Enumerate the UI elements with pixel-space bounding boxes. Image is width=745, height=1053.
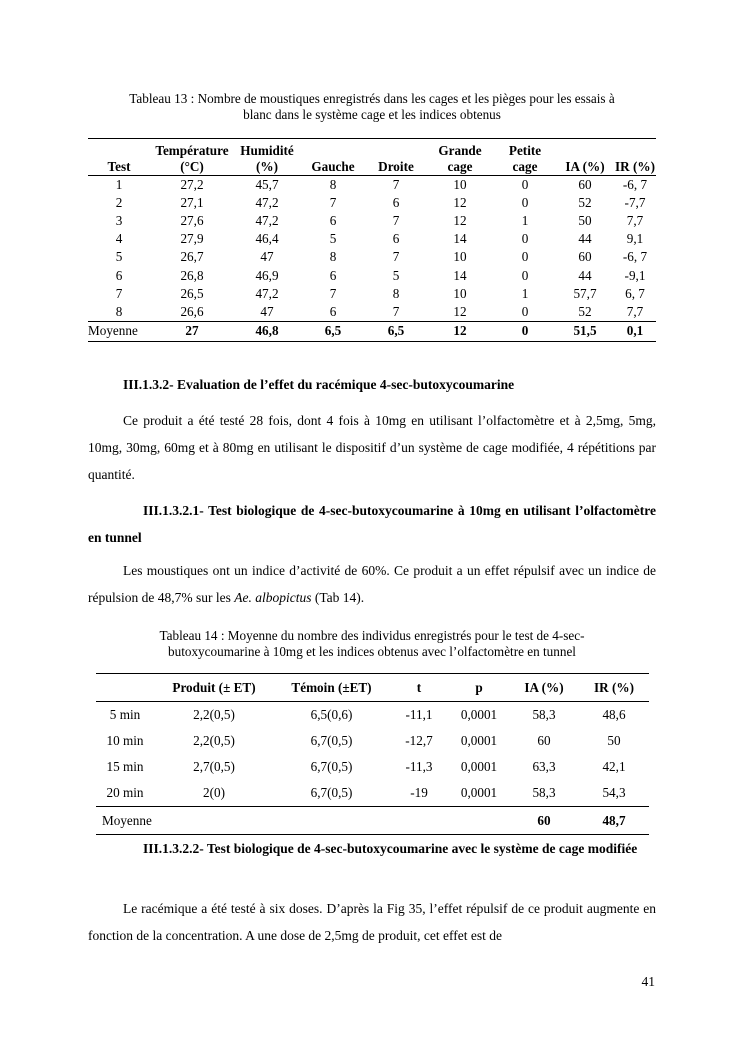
table13-caption	[88, 91, 656, 123]
table13-body	[88, 176, 656, 322]
table13-header-cell	[234, 139, 300, 176]
table-cell: 26,7	[180, 249, 204, 265]
table-cell: 26,5	[180, 285, 204, 301]
table13-footer-cell: Moyenne	[88, 321, 150, 341]
table-cell: 58,3	[532, 707, 556, 722]
table-cell: 0,0001	[460, 707, 498, 722]
table-cell: 8	[115, 303, 123, 319]
table-row	[88, 285, 656, 303]
table-cell: 0	[521, 231, 529, 247]
table-cell: 7,7	[626, 303, 644, 319]
table-cell: 26,8	[180, 267, 204, 283]
table-cell: -11,3	[405, 759, 433, 774]
table-cell: 7	[392, 213, 400, 229]
table13-header-cell	[614, 139, 656, 176]
table13-header-line2: cage	[447, 159, 473, 174]
table-cell: 2,2(0,5)	[193, 707, 235, 722]
table14-header-cell	[96, 674, 154, 702]
table13-footer-cell: 51,5	[556, 321, 614, 341]
table-cell: 47	[260, 249, 274, 265]
table13-header-line2: (°C)	[180, 159, 204, 174]
table14-caption-line1: Tableau 14 : Moyenne du nombre des individus enregistrés pour le test de 4-sec-	[159, 628, 585, 643]
table-cell: 4	[115, 231, 123, 247]
table-cell: -11,1	[405, 707, 433, 722]
table13-footer-cell: 27	[150, 321, 234, 341]
table-cell: 54,3	[602, 785, 626, 800]
table14-footer-cell	[274, 807, 389, 835]
table-cell: 2	[115, 195, 123, 211]
table-cell: 0,0001	[460, 733, 498, 748]
table13-caption-line2: blanc dans le système cage et les indices obtenus	[243, 107, 501, 122]
table13	[88, 138, 656, 342]
table13-header-cell	[150, 139, 234, 176]
table-row	[96, 780, 649, 807]
table14-footer-cell: Moyenne	[96, 807, 154, 835]
table-cell: -19	[410, 785, 428, 800]
table13-header-row	[88, 139, 656, 176]
table-cell: 8	[329, 249, 337, 265]
table-cell: 7	[329, 195, 337, 211]
table-cell: 48,6	[602, 707, 626, 722]
table-cell: -6, 7	[622, 177, 648, 193]
table-cell: 6	[115, 267, 123, 283]
species-name: Ae. albopictus	[234, 590, 312, 605]
table13-header-cell	[426, 139, 494, 176]
table-cell: 60	[578, 177, 592, 193]
table13-footer-cell: 46,8	[234, 321, 300, 341]
table-cell: 27,9	[180, 231, 204, 247]
table-row	[88, 248, 656, 266]
table-cell: 0	[521, 249, 529, 265]
table-cell: 44	[578, 267, 592, 283]
table13-header-line1: Humidité	[240, 143, 294, 158]
table-cell: 10	[453, 285, 467, 301]
table-cell: 27,6	[180, 213, 204, 229]
table-cell: 63,3	[532, 759, 556, 774]
table-cell: 57,7	[573, 285, 597, 301]
table13-header-cell	[494, 139, 556, 176]
table13-footer-cell: 0	[494, 321, 556, 341]
table13-header-cell	[556, 139, 614, 176]
table-row	[88, 266, 656, 284]
table-cell: 7	[329, 285, 337, 301]
paragraph-2-text: Les moustiques ont un indice d’activité de 60%. Ce produit a un effet répulsif avec un indice de répulsion de 48,7% sur les	[88, 563, 656, 605]
table-cell: 5 min	[109, 707, 141, 722]
table-row	[96, 728, 649, 754]
table-cell: 50	[578, 213, 592, 229]
table13-header-line2: Droite	[378, 159, 414, 174]
table-cell: -9,1	[624, 267, 646, 283]
table-cell: 6	[392, 195, 400, 211]
table-cell: 52	[578, 195, 592, 211]
table-cell: 12	[453, 195, 467, 211]
table-cell: 8	[392, 285, 400, 301]
table13-header-cell	[366, 139, 426, 176]
paragraph-2	[88, 557, 656, 611]
table-cell: 6	[329, 303, 337, 319]
paragraph-1: Ce produit a été testé 28 fois, dont 4 fois à 10mg en utilisant l’olfactomètre et à 2,5mg, 5mg, 10mg, 30mg, 60mg et à 80mg en utilisant le dispositif d’un système de cage modifiée, 4 répétitions par quantité.	[88, 413, 656, 482]
table-row	[88, 176, 656, 195]
table-cell: 15 min	[106, 759, 144, 774]
table-cell: 7	[115, 285, 123, 301]
table-cell: 12	[453, 303, 467, 319]
table-row	[96, 702, 649, 729]
table13-footer-cell: 6,5	[366, 321, 426, 341]
table-cell: 47,2	[255, 285, 279, 301]
table-cell: 6	[329, 267, 337, 283]
table-cell: -7,7	[624, 195, 646, 211]
subheading-2: III.1.3.2.2- Test biologique de 4-sec-butoxycoumarine avec le système de cage modifiée	[143, 841, 638, 856]
table-cell: 1	[521, 213, 529, 229]
table-cell: 2,7(0,5)	[193, 759, 235, 774]
table-cell: 0	[521, 267, 529, 283]
table14-header-cell: IR (%)	[579, 674, 649, 702]
table13-header-line2: cage	[512, 159, 538, 174]
table-cell: 6,7(0,5)	[310, 785, 353, 800]
table14	[96, 673, 649, 835]
table-cell: 20 min	[106, 785, 144, 800]
table13-footer-row	[88, 321, 656, 341]
table14-footer-cell: 60	[509, 807, 579, 835]
table14-header-cell: Témoin (±ET)	[274, 674, 389, 702]
table-cell: 7	[392, 177, 400, 193]
table-cell: -12,7	[405, 733, 433, 748]
table-cell: 14	[453, 231, 467, 247]
table-cell: 60	[537, 733, 551, 748]
table-cell: 6,5(0,6)	[310, 707, 353, 722]
table-cell: 9,1	[626, 231, 644, 247]
table-cell: 47	[260, 303, 274, 319]
table14-body	[96, 702, 649, 807]
table14-footer-cell	[449, 807, 509, 835]
table-cell: 10	[453, 177, 467, 193]
table-cell: 52	[578, 303, 592, 319]
table13-header-cell	[88, 139, 150, 176]
table-cell: 6, 7	[625, 285, 645, 301]
table-row	[88, 194, 656, 212]
table-cell: 42,1	[602, 759, 626, 774]
table-cell: 45,7	[255, 177, 279, 193]
table-cell: 58,3	[532, 785, 556, 800]
table-cell: 7	[392, 249, 400, 265]
table13-footer-cell: 12	[426, 321, 494, 341]
table-cell: 47,2	[255, 195, 279, 211]
table14-footer-cell	[389, 807, 449, 835]
table14-header-cell: p	[449, 674, 509, 702]
table-cell: 8	[329, 177, 337, 193]
table-cell: -6, 7	[622, 249, 648, 265]
table14-header-cell: t	[389, 674, 449, 702]
table-row	[88, 303, 656, 322]
table13-header-line2: IA (%)	[565, 159, 605, 174]
table-cell: 12	[453, 213, 467, 229]
table-cell: 0	[521, 303, 529, 319]
paragraph-3: Le racémique a été testé à six doses. D’après la Fig 35, l’effet répulsif de ce produit augmente en fonction de la concentration. A une dose de 2,5mg de produit, cet effet est de	[88, 901, 656, 943]
table-cell: 46,4	[255, 231, 279, 247]
table14-header-cell: IA (%)	[509, 674, 579, 702]
table-row	[96, 754, 649, 780]
table-cell: 0,0001	[460, 759, 498, 774]
table-cell: 5	[392, 267, 400, 283]
table-cell: 27,1	[180, 195, 204, 211]
table-cell: 6	[392, 231, 400, 247]
table13-header-line2: Test	[107, 159, 131, 174]
table14-caption-line2: butoxycoumarine à 10mg et les indices obtenus avec l’olfactomètre en tunnel	[168, 644, 576, 659]
table14-header-cell: Produit (± ET)	[154, 674, 274, 702]
table14-caption	[110, 628, 634, 660]
table-cell: 1	[115, 177, 123, 193]
table-cell: 1	[521, 285, 529, 301]
table-cell: 10 min	[106, 733, 144, 748]
table13-header-line1: Petite	[508, 143, 542, 158]
table13-header-line2: (%)	[256, 159, 278, 174]
table-cell: 2,2(0,5)	[193, 733, 235, 748]
table-row	[88, 230, 656, 248]
table-cell: 47,2	[255, 213, 279, 229]
table-cell: 0	[521, 177, 529, 193]
table14-footer-row	[96, 807, 649, 835]
table-row	[88, 212, 656, 230]
table-cell: 6,7(0,5)	[310, 733, 353, 748]
table-cell: 14	[453, 267, 467, 283]
table-cell: 6,7(0,5)	[310, 759, 353, 774]
paragraph-2-end: (Tab 14).	[311, 590, 365, 605]
table14-footer-cell: 48,7	[579, 807, 649, 835]
table13-footer-cell: 0,1	[614, 321, 656, 341]
table-cell: 5	[329, 231, 337, 247]
table13-header-line2: Gauche	[311, 159, 355, 174]
table-cell: 5	[115, 249, 123, 265]
table-cell: 46,9	[255, 267, 279, 283]
subheading-1: III.1.3.2.1- Test biologique de 4-sec-butoxycoumarine à 10mg en utilisant l’olfactomètre en tunnel	[88, 503, 656, 545]
table-cell: 0,0001	[460, 785, 498, 800]
table-cell: 26,6	[180, 303, 204, 319]
page-number: 41	[641, 974, 655, 989]
table-cell: 60	[578, 249, 592, 265]
table-cell: 10	[453, 249, 467, 265]
table13-header-line1: Grande	[438, 143, 482, 158]
table-cell: 2(0)	[203, 785, 225, 800]
table-cell: 6	[329, 213, 337, 229]
table-cell: 0	[521, 195, 529, 211]
table13-caption-line1: Tableau 13 : Nombre de moustiques enregistrés dans les cages et les pièges pour les essais à	[129, 91, 615, 106]
table13-header-line1: Température	[155, 143, 229, 158]
table13-header-line2: IR (%)	[615, 159, 655, 174]
table13-footer-cell: 6,5	[300, 321, 366, 341]
section-heading: III.1.3.2- Evaluation de l’effet du racémique 4-sec-butoxycoumarine	[123, 377, 515, 392]
table-cell: 7	[392, 303, 400, 319]
table14-header-row	[96, 674, 649, 702]
table14-footer-cell	[154, 807, 274, 835]
table13-header-cell	[300, 139, 366, 176]
table-cell: 7,7	[626, 213, 644, 229]
table-cell: 50	[607, 733, 621, 748]
table-cell: 3	[115, 213, 123, 229]
table-cell: 27,2	[180, 177, 204, 193]
table-cell: 44	[578, 231, 592, 247]
